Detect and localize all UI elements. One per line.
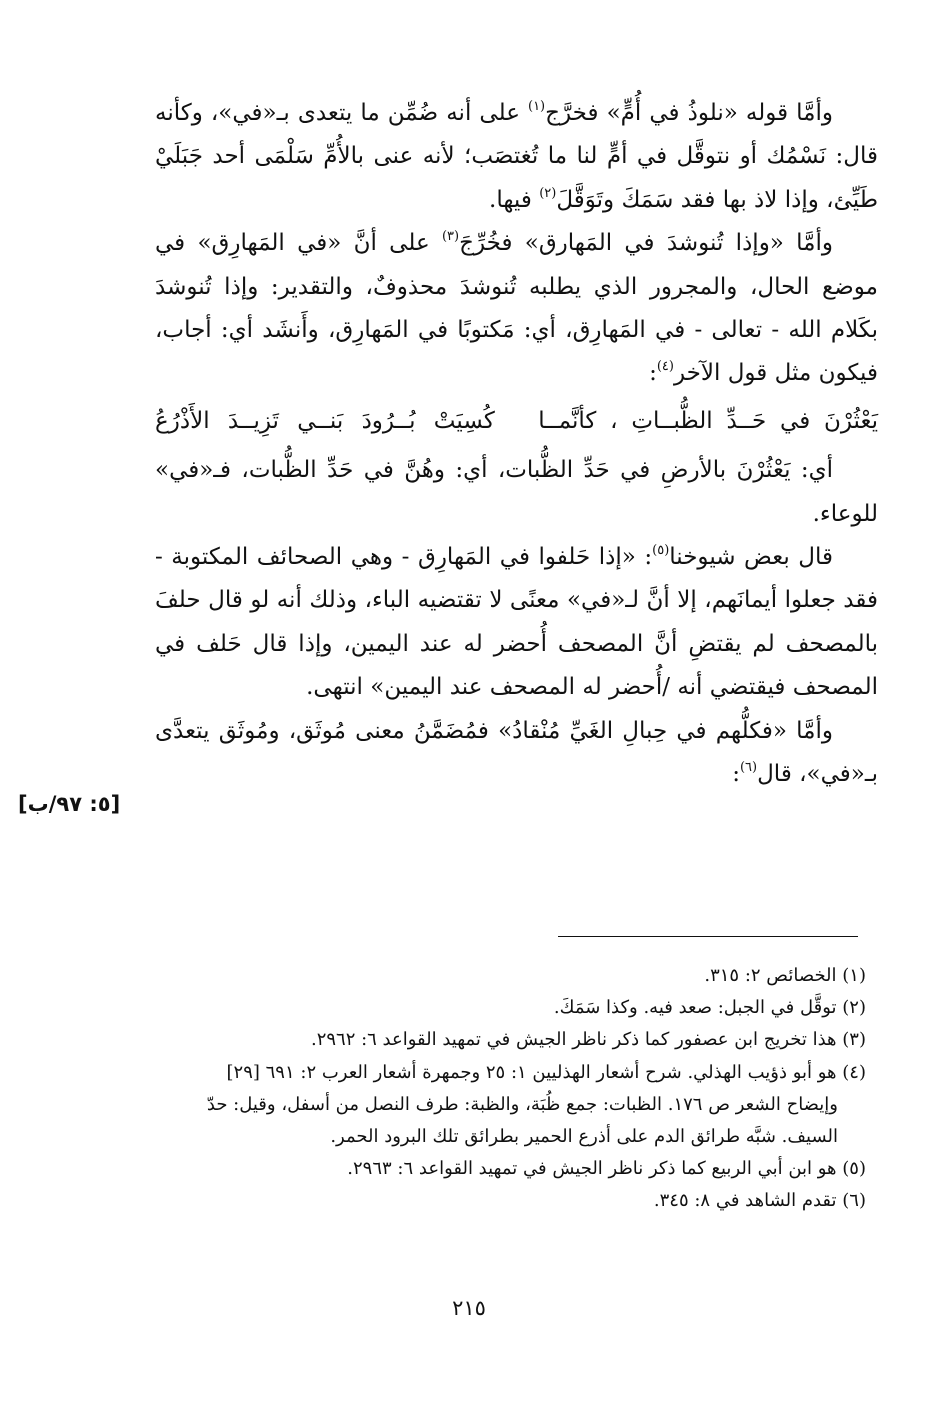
footnote-ref-2[interactable]: (٢) (539, 185, 557, 201)
footnote-ref-1[interactable]: (١) (527, 99, 546, 114)
footnote-ref-3[interactable]: (٣) (441, 229, 460, 245)
verse-first-hemistich: يَعْثُرْنَ في حَــدِّ الظُّبــاتِ ، كأنَّمــا (538, 407, 878, 434)
footnote-divider (558, 936, 858, 937)
footnote-5: (٥) هو ابن أبي الربيع كما ذكر ناظر الجيش في تمهيد القواعد ٦: ٢٩٦٣. (347, 1158, 866, 1180)
paragraph-3: أي: يَعْثُرْنَ بالأرضِ في حَدِّ الظُّبات، أي: وهُنَّ في حَدِّ الظُّبات، فـ«في» للوعاء. (155, 457, 878, 527)
paragraph-4: قال بعض شيوخنا$^{(٥)}$: «إذا حَلفوا في المَهارِق - وهي الصحائف المكتوبة - فقد جعلوا أيمانَهم، إلا أنَّ لـ«في» معنًى لا تقتضيه الباء، وذلك أنه لو قال حلفَ بالمصحف لم يقتضِ أنَّ المصحف أُحضر له عند اليمين، وإذا قال حَلف في المصحف فيقتضي أنه /أُحضر له المصحف عند اليمين» انتهى. (155, 543, 878, 701)
footnote-6: (٦) تقدم الشاهد في ٨: ٣٤٥. (653, 1190, 866, 1212)
footnote-4-continued: السيف. شبَّه طرائق الدم على أذرع الحمير بطرائق تلك البرود الحمر. (330, 1126, 838, 1148)
footnote-4: (٤) هو أبو ذؤيب الهذلي. شرح أشعار الهذليين ١: ٢٥ وجمهرة أشعار العرب ٢: ٦٩١ [٢٩] (226, 1061, 866, 1083)
manuscript-folio-marker: [٥: ٩٧/ب] (18, 792, 121, 816)
paragraph-1: وأمَّا قوله «نلوذُ في أُمٍّ» فخرَّج$^{(١)}$ على أنه ضُمِّن ما يتعدى بـ«في»، وكأنه قال: نَسْمُك أو نتوقَّل في أمٍّ لنا ما تُغتصَب؛ لأنه عنى بالأُمِّ سَلْمَى أحد جَبَلَيْ طَيِّئ، وإذا لاذ بها فقد سَمَكَ وتَوَقَّلَ$^{(٢)}$ فيها. (155, 99, 878, 213)
footnote-2: (٢) توقَّل في الجبل: صعد فيه. وكذا سَمَكَ. (553, 997, 866, 1019)
main-text (155, 92, 878, 797)
footnote-1: (١) الخصائص ٢: ٣١٥. (704, 965, 866, 986)
footnotes-section (150, 960, 866, 1218)
page-number: ٢١٥ (452, 1296, 486, 1320)
footnote-ref-6[interactable]: (٦) (739, 760, 758, 776)
verse-second-hemistich: كُسِيَتْ بُــرُودَ بَنــي تَزِيــدَ الأَذْرُعُ (155, 407, 495, 434)
footnote-ref-5[interactable]: (٥) (652, 543, 670, 559)
footnote-ref-4[interactable]: (٤) (656, 359, 674, 375)
paragraph-5: وأمَّا «فكلُّهم في حِبالِ الغَيِّ مُنْقادُ» فمُضَمَّنُ معنى مُوثَق، ومُوثَق يتعدَّى بـ«في»، قال$^{(٦)}$: (155, 717, 878, 788)
footnote-4-continued: وإيضاح الشعر ص ١٧٦. الظبات: جمع ظُبَة، والظبة: طرف النصل من أسفل، وقيل: حدّ (206, 1093, 838, 1115)
poetry-verse (155, 400, 878, 443)
paragraph-2: وأمَّا «وإذا تُنوشدَ في المَهارق» فخُرِّجَ$^{(٣)}$ على أنَّ «في المَهارِق» في موضع الحال، والمجرور الذي يطلبه تُنوشدَ محذوفٌ، والتقدير: وإذا تُنوشدَ بكَلام الله - تعالى - في المَهارِق، أي: مَكتوبًا في المَهارِق، وأَنشَد أي: أجاب، فيكون مثل قول الآخر$^{(٤)}$: (155, 229, 878, 387)
footnote-3: (٣) هذا تخريج ابن عصفور كما ذكر ناظر الجيش في تمهيد القواعد ٦: ٢٩٦٢. (310, 1029, 866, 1051)
